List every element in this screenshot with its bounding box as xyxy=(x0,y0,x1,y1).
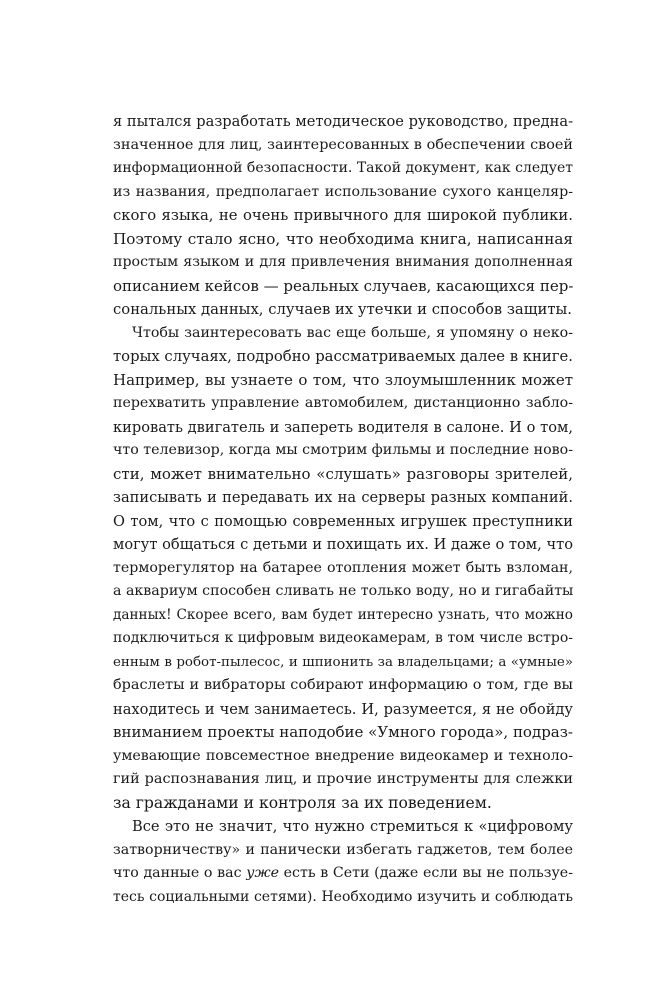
text-line: О том, что с помощью современных игрушек преступники xyxy=(113,512,573,530)
text-line: подключиться к цифровым видеокамерам, в том числе встро- xyxy=(113,630,573,646)
text-line: умевающие повсеместное внедрение видеокамер и техноло- xyxy=(113,747,573,764)
body-text xyxy=(113,110,573,909)
text-line: кировать двигатель и запереть водителя в салоне. И о том, xyxy=(113,418,573,436)
text-line: а аквариум способен сливать не только воду, но и гигабайты xyxy=(113,583,574,599)
text-line: могут общаться с детьми и похищать их. И даже о том, что xyxy=(113,536,573,553)
text-line: ского языка, не очень привычного для широкой публики. xyxy=(113,207,573,224)
text-line: находитесь и чем занимаетесь. И, разумеется, я не обойду xyxy=(113,700,573,718)
text-line: перехватить управление автомобилем, дистанционно забло- xyxy=(113,395,573,411)
text-line: тесь социальными сетями). Необходимо изучить и соблюдать xyxy=(113,888,573,905)
text-line: записывать и передавать их на серверы разных компаний. xyxy=(113,489,573,506)
text-line: Например, вы узнаете о том, что злоумышленник может xyxy=(113,370,573,389)
text-line: Все это не значит, что нужно стремиться к «цифровому xyxy=(132,818,573,835)
text-line: значенное для лиц, заинтересованных в обеспечении своей xyxy=(113,136,573,153)
text-line: информационной безопасности. Такой документ, как следует xyxy=(113,160,573,176)
paragraph-2 xyxy=(113,322,573,816)
text-line: гий распознавания лиц, и прочие инструменты для слежки xyxy=(113,771,573,787)
text-line: терморегулятор на батарее отопления может быть взломан, xyxy=(113,559,573,576)
text-line: описанием кейсов — реальных случаев, касающихся пер- xyxy=(113,276,574,295)
text-line: Чтобы заинтересовать вас еще больше, я упомяну о неко- xyxy=(132,324,573,341)
paragraph-3 xyxy=(113,815,573,909)
text-line: из названия, предполагает использование сухого канцеляр- xyxy=(113,183,573,200)
text-line: за гражданами и контроля за их поведением. xyxy=(113,793,492,812)
text-fragment: есть в Сети (даже если вы не пользуе- xyxy=(278,865,573,881)
paragraph-1 xyxy=(113,110,573,322)
text-line: браслеты и вибраторы собирают информацию о том, где вы xyxy=(113,677,573,693)
text-fragment: что данные о вас xyxy=(113,865,247,881)
text-line: торых случаях, подробно рассматриваемых далее в книге. xyxy=(113,348,573,365)
text-line: енным в робот-пылесос, и шпионить за владельцами; а «умные» xyxy=(113,654,573,670)
text-line: что телевизор, когда мы смотрим фильмы и последние ново- xyxy=(113,442,573,458)
text-line xyxy=(113,862,573,886)
text-line: затворничеству» и панически избегать гаджетов, тем более xyxy=(113,841,573,858)
text-line: сти, может внимательно «слушать» разговоры зрителей, xyxy=(113,464,573,483)
text-line: простым языком и для привлечения внимания дополненная xyxy=(113,254,573,270)
text-line: вниманием проекты наподобие «Умного города», подраз- xyxy=(113,723,573,741)
text-line: сональных данных, случаев их утечки и способов защиты. xyxy=(113,301,572,318)
emphasis-word: уже xyxy=(246,865,279,881)
text-line: данных! Скорее всего, вам будет интересно узнать, что можно xyxy=(113,606,573,623)
text-line: я пытался разработать методическое руководство, предна- xyxy=(113,113,573,130)
text-line: Поэтому стало ясно, что необходима книга, написанная xyxy=(113,229,573,248)
